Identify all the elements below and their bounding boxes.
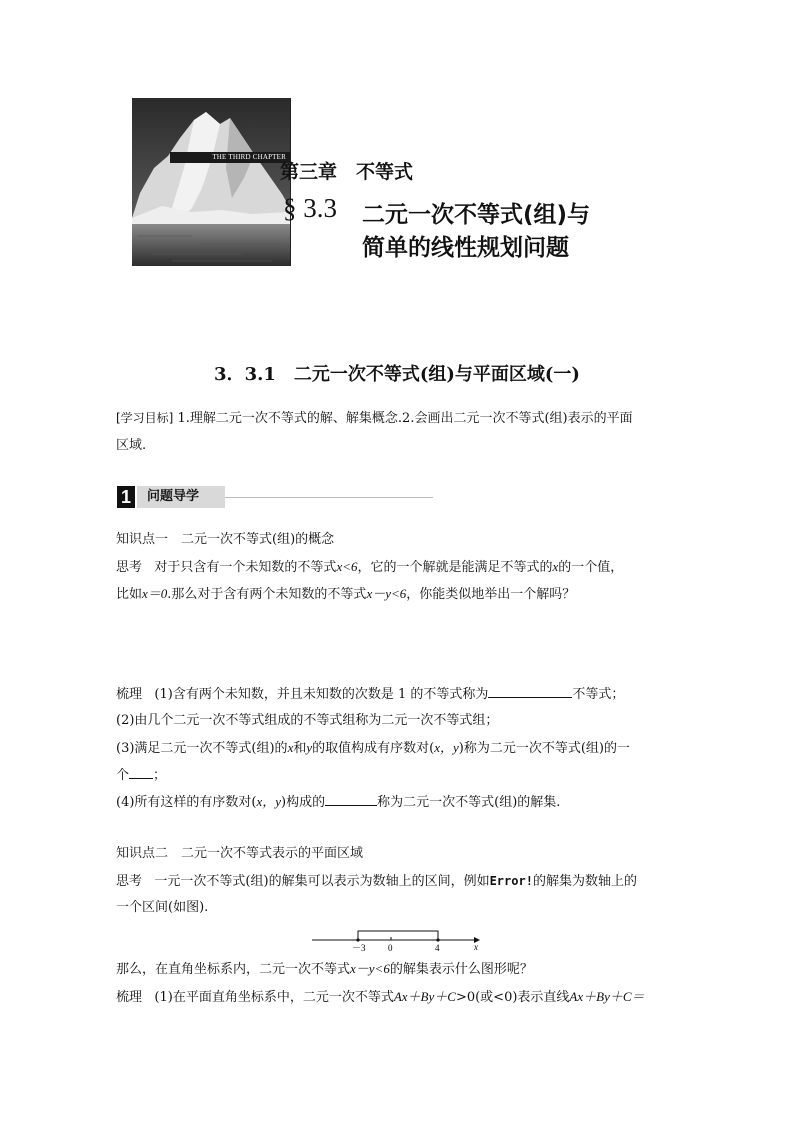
kp1-item3-xy: x，y <box>434 740 459 755</box>
kp2-question-a: 那么，在直角坐标系内，二元一次不等式 <box>116 962 351 977</box>
kp1-item3-text-d: )称为二元一次不等式(组)的一 <box>458 741 630 756</box>
kp2-think-line2: 一个区间(如图). <box>116 900 209 915</box>
kp1-think-text-a: 对于只含有一个未知数的不等式 <box>154 560 337 575</box>
kp1-item3-line2-a: 个 <box>116 768 130 783</box>
kp2-summary-b: >0(或<0)表示直线 <box>455 990 570 1005</box>
kp1-think-text-c: 的一个值， <box>558 560 624 575</box>
kp1-think-line1 <box>116 556 623 579</box>
kp1-think-line2 <box>116 583 575 606</box>
kp2-question-b: 的解集表示什么图形呢？ <box>389 962 533 977</box>
objectives-line1 <box>116 407 633 430</box>
fill-blank-3[interactable] <box>325 791 377 806</box>
kp1-item4-text-c: 称为二元一次不等式(组)的解集. <box>377 795 561 810</box>
interval-bracket <box>358 931 438 940</box>
kp1-item3-text-a: (3)满足二元一次不等式(组)的 <box>116 741 288 756</box>
objectives-text1: 1.理解二元一次不等式的解、解集概念.2.会画出二元一次不等式(组)表示的平面 <box>177 411 633 426</box>
kp2-summary-expr1: Ax＋By＋C <box>393 989 456 1004</box>
kp1-item3-line2 <box>116 764 166 787</box>
fill-blank-2[interactable] <box>129 764 153 779</box>
chapter-title: 第三章 不等式 <box>280 161 414 183</box>
axis-label-x: x <box>474 942 478 952</box>
kp2-question <box>116 958 533 981</box>
objectives-label: [学习目标] <box>116 411 174 425</box>
kp2-summary <box>116 986 645 1009</box>
interval-endpoint-left <box>356 938 359 941</box>
section-number: § 3.3 <box>283 193 337 223</box>
tick-label-4: 4 <box>435 943 440 953</box>
kp1-item4-text-b: )构成的 <box>281 795 326 810</box>
kp1-think-expr: x<6 <box>336 559 358 574</box>
interval-endpoint-right <box>436 938 439 941</box>
objectives-line2: 区域. <box>116 438 147 453</box>
number-line-figure <box>312 927 484 957</box>
kp2-error-text: Error! <box>489 874 533 888</box>
kp2-think-label: 思考 <box>116 874 143 889</box>
kp1-item3-text-b: 和 <box>293 741 307 756</box>
kp1-item3-line2-b: ； <box>153 768 167 783</box>
kp2-think-text-a: 一元一次不等式(组)的解集可以表示为数轴上的区间，例如 <box>154 874 490 889</box>
kp1-think2-text-a: 比如 <box>116 587 143 602</box>
kp1-item4-xy: x，y <box>256 794 282 809</box>
section-bar-label: 问题导学 <box>137 486 225 508</box>
kp2-summary-a: (1)在平面直角坐标系中，二元一次不等式 <box>154 990 394 1005</box>
kp1-think2-expr2: x－y<6 <box>366 586 407 601</box>
kp1-think-label: 思考 <box>116 560 143 575</box>
kp1-item3 <box>116 737 630 760</box>
chapter-band: THE THIRD CHAPTER <box>170 152 290 163</box>
section-title-line2: 简单的线性规划问题 <box>362 235 569 261</box>
kp1-item1-text-a: (1)含有两个未知数，并且未知数的次数是 1 的不等式称为 <box>154 687 489 702</box>
tick-label-0: 0 <box>388 943 393 953</box>
kp1-summary-label: 梳理 <box>116 687 143 702</box>
section-title-line1: 二元一次不等式(组)与 <box>362 202 591 228</box>
kp2-think-line1 <box>116 870 637 893</box>
kp1-item4-text-a: (4)所有这样的有序数对( <box>116 795 257 810</box>
kp2-think-text-b: 的解集为数轴上的 <box>532 874 637 889</box>
kp1-item1-text-b: 不等式； <box>572 687 625 702</box>
chapter-cover-image <box>132 98 290 266</box>
kp1-item3-x: x <box>287 740 294 755</box>
section-bar-rule <box>225 497 433 498</box>
kp1-heading: 知识点一 二元一次不等式(组)的概念 <box>116 532 335 547</box>
kp2-heading: 知识点二 二元一次不等式表示的平面区域 <box>116 846 364 861</box>
kp1-think-text-b: ，它的一个解就是能满足不等式的 <box>357 560 553 575</box>
kp2-summary-label: 梳理 <box>116 990 143 1005</box>
kp1-think2-text-c: ，你能类似地举出一个解吗？ <box>406 587 576 602</box>
kp1-summary-item1 <box>116 683 624 706</box>
kp2-summary-expr2: Ax＋By＋C＝ <box>569 989 645 1004</box>
tick-label-neg3: －3 <box>352 943 366 953</box>
kp1-think-var: x <box>552 559 559 574</box>
kp1-item2: (2)由几个二元一次不等式组成的不等式组称为二元一次不等式组； <box>116 713 499 728</box>
kp1-think2-text-b: .那么对于含有两个未知数的不等式 <box>167 587 367 602</box>
kp1-item3-text-c: 的取值构成有序数对( <box>312 741 435 756</box>
subsection-title: 3．3.1 二元一次不等式(组)与平面区域(一) <box>214 364 580 385</box>
section-bar-number: 1 <box>117 486 135 508</box>
kp1-item4 <box>116 791 560 814</box>
fill-blank-1[interactable] <box>488 683 572 698</box>
kp1-think2-expr: x＝0 <box>142 586 168 601</box>
kp2-question-expr: x－y<6 <box>350 961 390 976</box>
kp1-item3-y: y <box>306 740 313 755</box>
